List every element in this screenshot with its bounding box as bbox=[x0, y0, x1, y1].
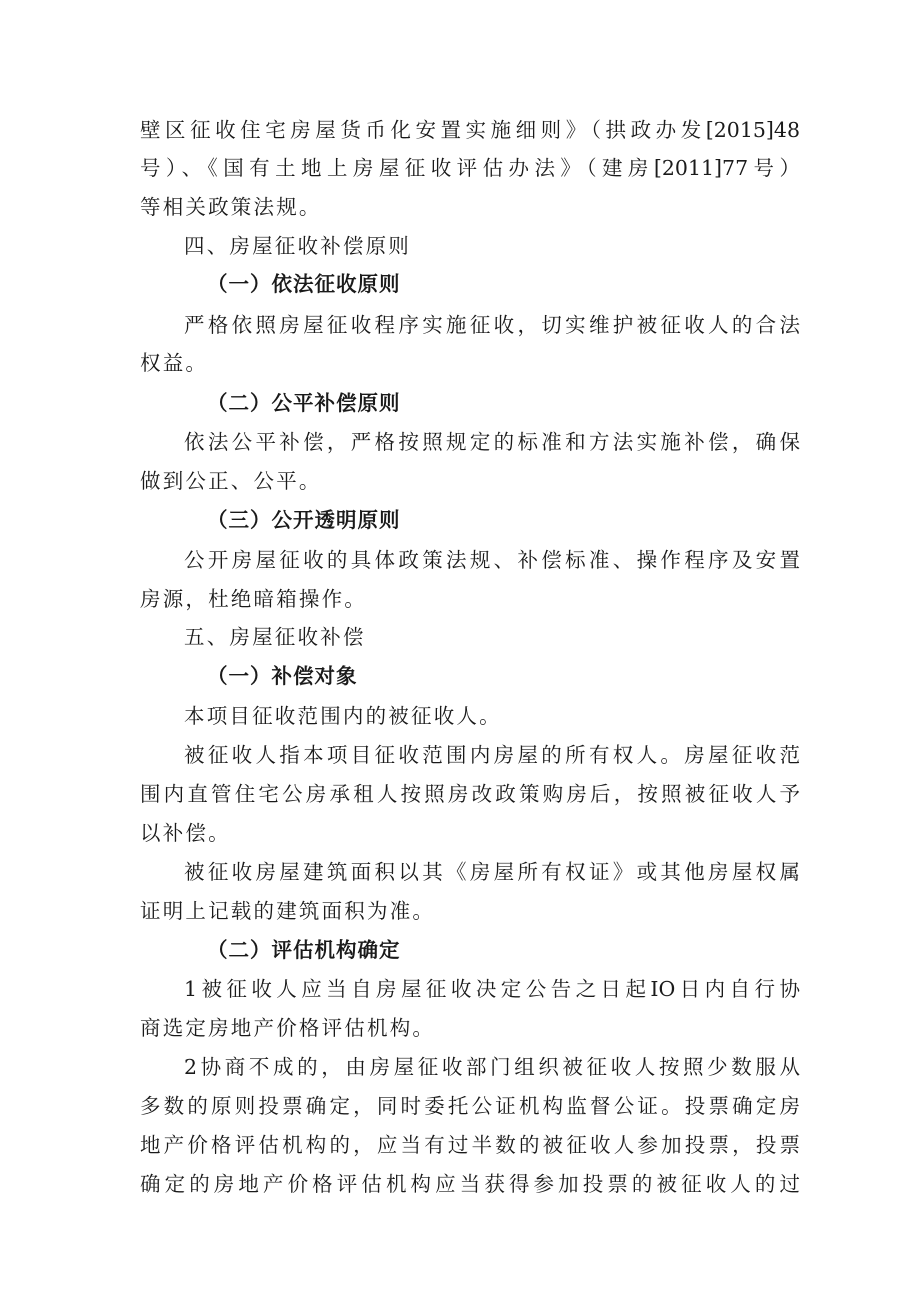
text-line: 1被征收人应当自房屋征收决定公告之日起IO日内自行协 bbox=[184, 977, 800, 1001]
text-line: 地产价格评估机构的，应当有过半数的被征收人参加投票，投票 bbox=[140, 1133, 800, 1157]
text-line: 商选定房地产价格评估机构。 bbox=[140, 1016, 436, 1040]
section-heading: 四、房屋征收补偿原则 bbox=[184, 234, 411, 258]
subsection-heading: （一）依法征收原则 bbox=[207, 272, 401, 296]
text-line: 以补偿。 bbox=[140, 821, 231, 845]
text-line: 多数的原则投票确定，同时委托公证机构监督公证。投票确定房 bbox=[140, 1094, 800, 1118]
text-line: 严格依照房屋征收程序实施征收，切实维护被征收人的合法 bbox=[184, 313, 800, 337]
text-line: 壁区征收住宅房屋货币化安置实施细则》（拱政办发[2015]48 bbox=[140, 118, 800, 142]
text-line: 确定的房地产价格评估机构应当获得参加投票的被征收人的过 bbox=[140, 1172, 800, 1196]
subsection-heading: （二）公平补偿原则 bbox=[207, 391, 401, 415]
subsection-heading: （三）公开透明原则 bbox=[207, 508, 401, 532]
text-line: 围内直管住宅公房承租人按照房改政策购房后，按照被征收人予 bbox=[140, 782, 800, 806]
section-heading: 五、房屋征收补偿 bbox=[184, 625, 366, 649]
text-line: 依法公平补偿，严格按照规定的标准和方法实施补偿，确保 bbox=[184, 430, 800, 454]
text-line: 2协商不成的，由房屋征收部门组织被征收人按照少数服从 bbox=[184, 1055, 800, 1079]
text-line: 号）、《国有土地上房屋征收评估办法》（建房[2011]77号） bbox=[140, 156, 800, 180]
text-line: 证明上记载的建筑面积为准。 bbox=[140, 899, 436, 923]
text-line: 被征收房屋建筑面积以其《房屋所有权证》或其他房屋权属 bbox=[184, 860, 800, 884]
text-line: 本项目征收范围内的被征收人。 bbox=[184, 704, 502, 728]
text-line: 公开房屋征收的具体政策法规、补偿标准、操作程序及安置 bbox=[184, 548, 800, 572]
text-line: 房源，杜绝暗箱操作。 bbox=[140, 587, 367, 611]
text-line: 被征收人指本项目征收范围内房屋的所有权人。房屋征收范 bbox=[184, 743, 800, 767]
text-line: 等相关政策法规。 bbox=[140, 195, 322, 219]
text-line: 做到公正、公平。 bbox=[140, 469, 322, 493]
subsection-heading: （一）补偿对象 bbox=[207, 664, 358, 688]
text-line: 权益。 bbox=[140, 351, 209, 375]
subsection-heading: （二）评估机构确定 bbox=[207, 938, 401, 962]
